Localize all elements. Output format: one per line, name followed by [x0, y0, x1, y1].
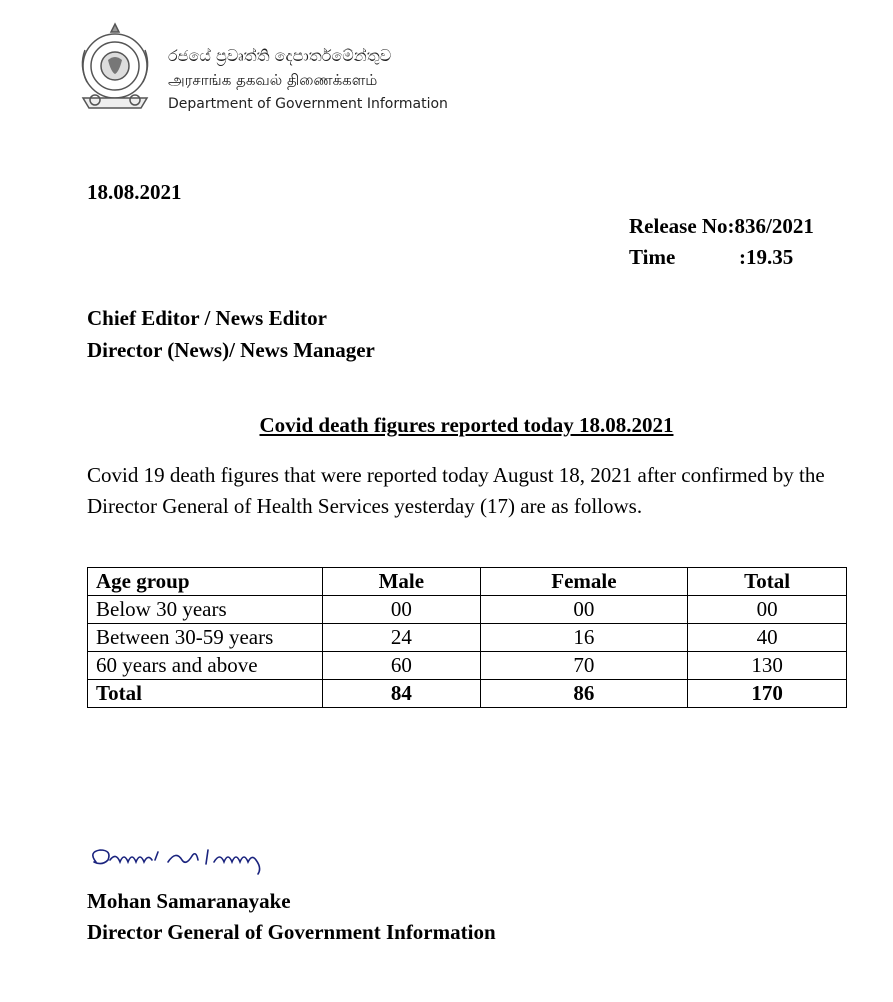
recipient-line: Chief Editor / News Editor [87, 306, 327, 330]
cell-age-group: 60 years and above [88, 652, 323, 680]
death-figures-table [87, 567, 847, 708]
header-age-group: Age group [88, 568, 323, 596]
total-total: 170 [688, 680, 847, 708]
signer-block [87, 886, 496, 948]
release-number-label: Release No: [629, 214, 735, 238]
signer-name: Mohan Samaranayake [87, 889, 291, 913]
release-date: 18.08.2021 [87, 180, 182, 204]
release-time-label: Time [629, 245, 676, 269]
cell-age-group: Below 30 years [88, 596, 323, 624]
dept-name-english: Department of Government Information [168, 96, 448, 112]
cell-total: 130 [688, 652, 847, 680]
table-header-row [88, 568, 847, 596]
total-label: Total [88, 680, 323, 708]
table-row [88, 652, 847, 680]
signer-title: Director General of Government Information [87, 920, 496, 944]
table-row [88, 596, 847, 624]
recipients [87, 302, 375, 366]
cell-male: 60 [323, 652, 481, 680]
cell-female: 16 [480, 624, 688, 652]
cell-total: 00 [688, 596, 847, 624]
header-male: Male [323, 568, 481, 596]
cell-female: 70 [480, 652, 688, 680]
document-title: Covid death figures reported today 18.08.2021 [259, 413, 674, 437]
cell-age-group: Between 30-59 years [88, 624, 323, 652]
department-header [168, 44, 448, 116]
table-total-row [88, 680, 847, 708]
dept-name-sinhala: රජයේ ප්‍රවෘත්ති දෙපාර්තමේන්තුව [168, 46, 392, 65]
total-female: 86 [480, 680, 688, 708]
cell-male: 24 [323, 624, 481, 652]
cell-total: 40 [688, 624, 847, 652]
total-male: 84 [323, 680, 481, 708]
sri-lanka-emblem-logo [75, 20, 155, 116]
header-total: Total [688, 568, 847, 596]
recipient-line: Director (News)/ News Manager [87, 338, 375, 362]
header-female: Female [480, 568, 688, 596]
release-number: 836/2021 [734, 214, 814, 238]
cell-male: 00 [323, 596, 481, 624]
release-info [629, 211, 814, 273]
cell-female: 00 [480, 596, 688, 624]
signature [86, 840, 316, 885]
dept-name-tamil: அரசாங்க தகவல் திணைக்களம் [168, 71, 378, 89]
table-row [88, 624, 847, 652]
body-paragraph: Covid 19 death figures that were reported today August 18, 2021 after confirmed by the Director General of Health Services yesterday (17) are as follows. [87, 463, 825, 518]
release-time: :19.35 [739, 245, 794, 269]
